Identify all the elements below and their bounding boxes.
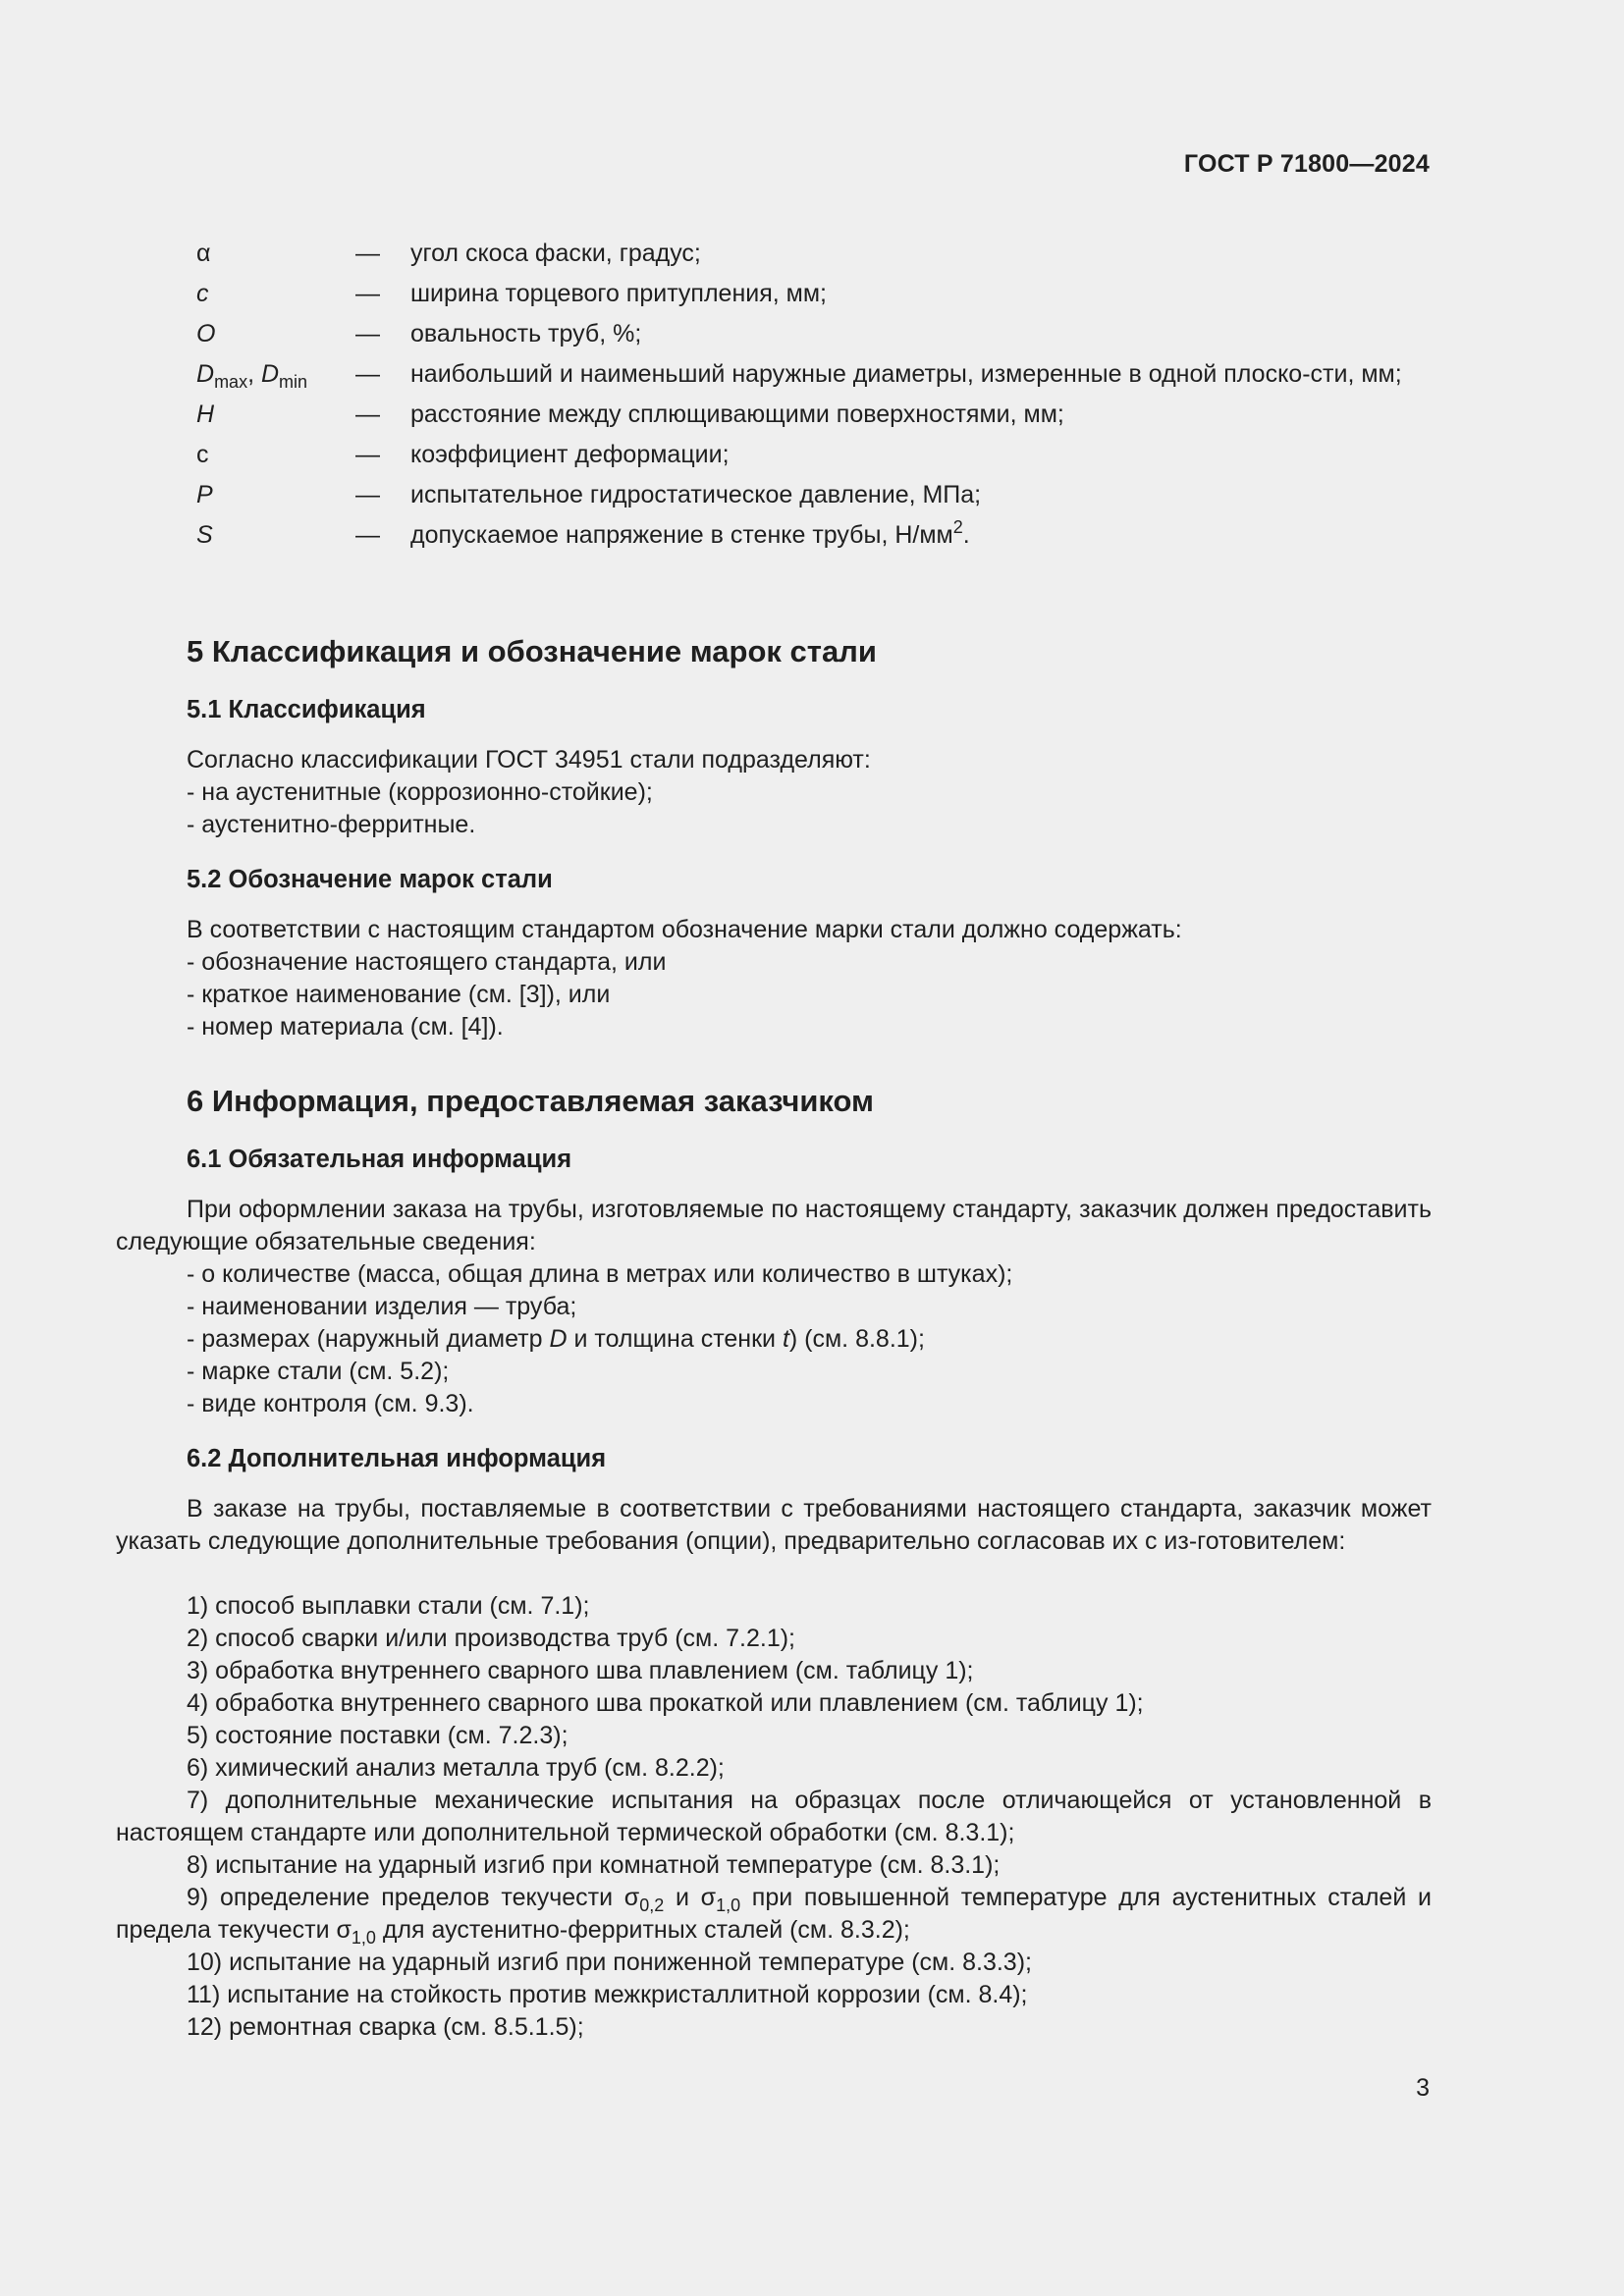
list-item: 8) испытание на ударный изгиб при комнатной температуре (см. 8.3.1); bbox=[187, 1851, 1001, 1879]
section-5-1-list bbox=[187, 776, 1432, 841]
list-item: 2) способ сварки и/или производства труб (см. 7.2.1); bbox=[187, 1625, 796, 1652]
symbol-description: овальность труб, %; bbox=[410, 320, 642, 347]
variable: t bbox=[782, 1325, 789, 1353]
symbol-part: D bbox=[260, 360, 280, 388]
section-5-1-intro: Согласно классификации ГОСТ 34951 стали подразделяют: bbox=[187, 746, 871, 774]
symbol-description bbox=[410, 519, 1430, 551]
list-item: - номер материала (см. [4]). bbox=[187, 1013, 504, 1041]
description-text: . bbox=[962, 521, 970, 549]
list-text: - размерах (наружный диаметр bbox=[187, 1325, 550, 1353]
dash: — bbox=[355, 481, 380, 508]
symbol-row bbox=[196, 358, 1430, 390]
section-5-2-title: 5.2 Обозначение марок стали bbox=[187, 866, 553, 893]
section-5-2-intro: В соответствии с настоящим стандартом обозначение марки стали должно содержать: bbox=[187, 916, 1182, 943]
list-text: и σ bbox=[664, 1884, 717, 1911]
section-5-1-title: 5.1 Классификация bbox=[187, 696, 426, 723]
symbol-row bbox=[196, 238, 1430, 269]
section-6-2-title: 6.2 Дополнительная информация bbox=[187, 1445, 607, 1472]
symbol: c bbox=[196, 441, 209, 468]
variable: D bbox=[549, 1325, 568, 1353]
symbol-subscript: max bbox=[214, 372, 248, 392]
symbol-row bbox=[196, 278, 1430, 309]
symbol-row bbox=[196, 479, 1430, 510]
list-item: - о количестве (масса, общая длина в метрах или количество в штуках); bbox=[187, 1260, 1013, 1288]
list-text: 9) определение пределов текучести σ bbox=[187, 1884, 640, 1911]
list-item: - краткое наименование (см. [3]), или bbox=[187, 981, 611, 1008]
symbol-description: расстояние между сплющивающими поверхностями, мм; bbox=[410, 400, 1064, 428]
list-item bbox=[187, 1323, 1432, 1356]
list-item: 5) состояние поставки (см. 7.2.3); bbox=[187, 1722, 568, 1749]
list-item: - обозначение настоящего стандарта, или bbox=[187, 948, 667, 976]
list-item: - на аустенитные (коррозионно-стойкие); bbox=[187, 778, 653, 806]
list-text: при повышенной температуре для аустенитных сталей и предела текучести σ bbox=[116, 1884, 1432, 1944]
document-code: ГОСТ Р 71800—2024 bbox=[1183, 150, 1430, 178]
section-5-2-list bbox=[187, 946, 1432, 1043]
section-6-1-title: 6.1 Обязательная информация bbox=[187, 1146, 572, 1173]
subscript: 1,0 bbox=[351, 1928, 376, 1948]
symbol bbox=[196, 358, 355, 390]
symbol-description: испытательное гидростатическое давление, МПа; bbox=[410, 481, 982, 508]
dash: — bbox=[355, 441, 380, 468]
list-item: - марке стали (см. 5.2); bbox=[187, 1358, 450, 1385]
list-item: 11) испытание на стойкость против межкристаллитной коррозии (см. 8.4); bbox=[187, 1981, 1028, 2008]
symbol: O bbox=[196, 320, 216, 347]
list-text: для аустенитно-ферритных сталей (см. 8.3.2); bbox=[375, 1916, 910, 1944]
list-item: - аустенитно-ферритные. bbox=[187, 811, 476, 838]
list-text: ) (см. 8.8.1); bbox=[788, 1325, 925, 1353]
dash: — bbox=[355, 320, 380, 347]
list-item: - наименовании изделия — труба; bbox=[187, 1293, 577, 1320]
dash: — bbox=[355, 521, 380, 549]
list-item: - виде контроля (см. 9.3). bbox=[187, 1390, 474, 1417]
page-number: 3 bbox=[1416, 2074, 1430, 2102]
symbol-description: угол скоса фаски, градус; bbox=[410, 240, 701, 267]
symbol-separator: , bbox=[247, 360, 261, 388]
list-item: 10) испытание на ударный изгиб при пониженной температуре (см. 8.3.3); bbox=[187, 1949, 1032, 1976]
symbol: S bbox=[196, 521, 213, 549]
symbol-subscript: min bbox=[279, 372, 308, 392]
list-item: 1) способ выплавки стали (см. 7.1); bbox=[187, 1592, 590, 1620]
superscript: 2 bbox=[952, 517, 963, 537]
dash: — bbox=[355, 280, 380, 307]
subscript: 1,0 bbox=[716, 1896, 741, 1915]
description-text: допускаемое напряжение в стенке трубы, Н/мм bbox=[410, 521, 953, 549]
list-item: 7) дополнительные механические испытания на образцах после отличающейся от установленной в настоящем стандарте или дополнительной термической обработки (см. 8.3.1); bbox=[116, 1787, 1432, 1846]
symbol: H bbox=[196, 400, 215, 428]
subscript: 0,2 bbox=[639, 1896, 665, 1915]
symbols-list bbox=[196, 238, 1430, 560]
list-item bbox=[116, 1882, 1432, 1947]
section-6-2-list bbox=[116, 1590, 1432, 2044]
dash: — bbox=[355, 360, 380, 388]
symbol: P bbox=[196, 481, 213, 508]
list-item: 6) химический анализ металла труб (см. 8.2.2); bbox=[187, 1754, 725, 1782]
section-6-title: 6 Информация, предоставляемая заказчиком bbox=[187, 1084, 874, 1118]
section-6-1-intro: При оформлении заказа на трубы, изготовляемые по настоящему стандарту, заказчик должен предоставить следующие обязательные сведения: bbox=[116, 1196, 1432, 1255]
dash: — bbox=[355, 400, 380, 428]
symbol-description: наибольший и наименьший наружные диаметры, измеренные в одной плоско-сти, мм; bbox=[410, 360, 1402, 388]
symbol-row bbox=[196, 399, 1430, 430]
list-text: и толщина стенки bbox=[567, 1325, 783, 1353]
dash: — bbox=[355, 240, 380, 267]
list-item: 4) обработка внутреннего сварного шва прокаткой или плавлением (см. таблицу 1); bbox=[187, 1689, 1144, 1717]
symbol-part: D bbox=[196, 360, 215, 388]
list-item: 12) ремонтная сварка (см. 8.5.1.5); bbox=[187, 2013, 584, 2041]
symbol-description: ширина торцевого притупления, мм; bbox=[410, 280, 827, 307]
symbol: α bbox=[196, 240, 211, 267]
symbol: c bbox=[196, 280, 209, 307]
section-6-1-list bbox=[187, 1258, 1432, 1420]
section-6-2-intro: В заказе на трубы, поставляемые в соответствии с требованиями настоящего стандарта, заказчик может указать следующие дополнительные требования (опции), предварительно согласовав их с из-готовителем: bbox=[116, 1495, 1432, 1555]
section-5-title: 5 Классификация и обозначение марок стали bbox=[187, 634, 877, 668]
symbol-description: коэффициент деформации; bbox=[410, 441, 730, 468]
symbol-row bbox=[196, 439, 1430, 470]
symbol-row bbox=[196, 519, 1430, 551]
symbol-row bbox=[196, 318, 1430, 349]
list-item: 3) обработка внутреннего сварного шва плавлением (см. таблицу 1); bbox=[187, 1657, 974, 1684]
